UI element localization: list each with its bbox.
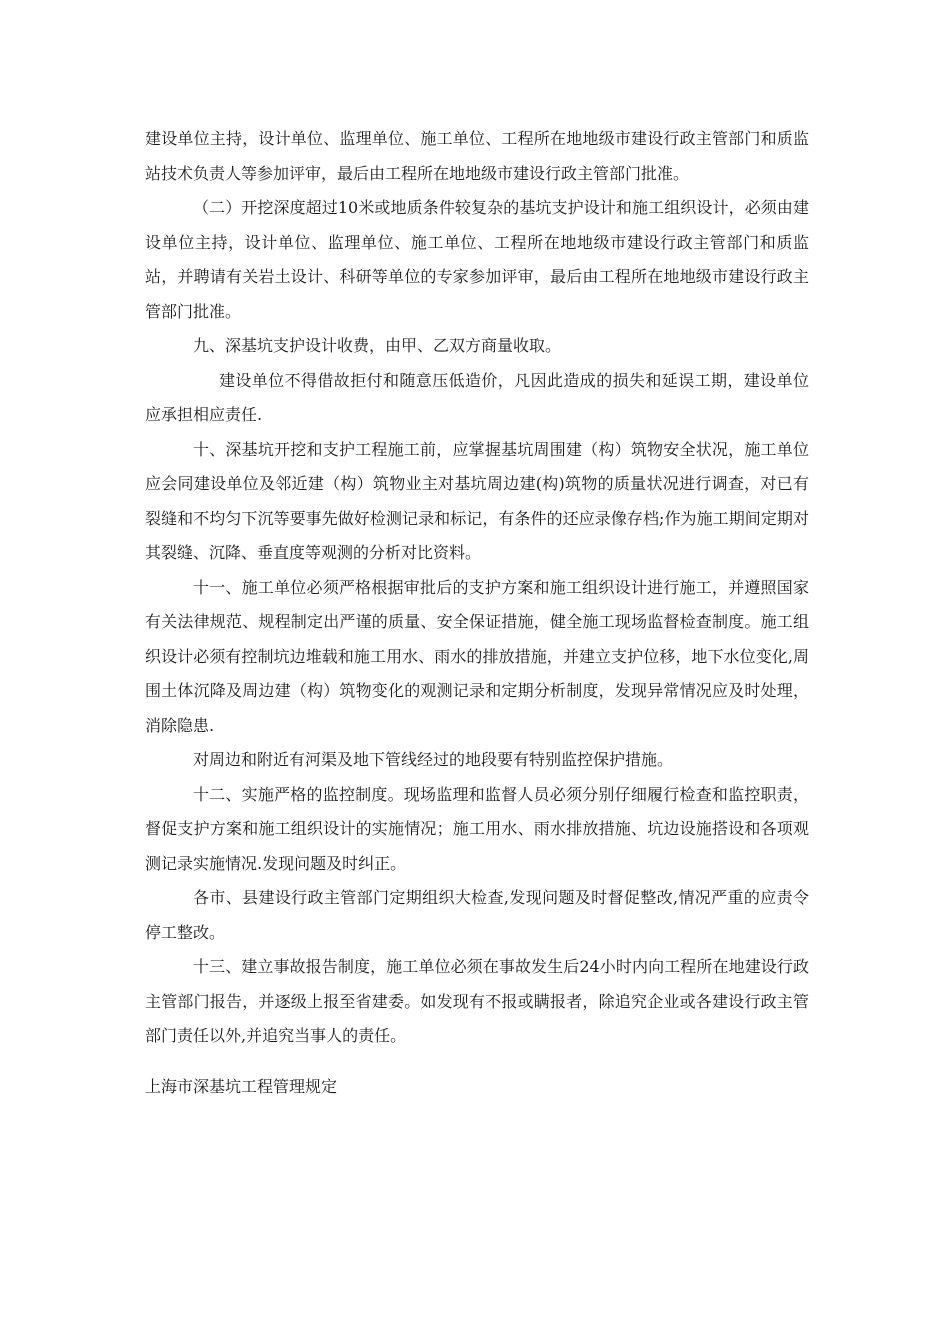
next-section-title: 上海市深基坑工程管理规定 [145, 1076, 338, 1096]
document-body [145, 122, 809, 1104]
paragraph-article-11: 十一、施工单位必须严格根据审批后的支护方案和施工组织设计进行施工，并遵照国家有关法律规范、规程制定出严谨的质量、安全保证措施，健全施工现场监督检查制度。施工组织设计必须有控制坑边堆载和施工用水、雨水的排放措施，并建立支护位移，地下水位变化,周围土体沉降及周边建（构）筑物变化的观测记录和定期分析制度，发现异常情况应及时处理，消除隐患. [145, 577, 809, 735]
paragraph-article-12-note: 各市、县建设行政主管部门定期组织大检查,发现问题及时督促整改,情况严重的应责令停工整改。 [145, 888, 809, 942]
paragraph-article-11-note: 对周边和附近有河渠及地下管线经过的地段要有特别监控保护措施。 [193, 750, 674, 769]
paragraph-continuation: 建设单位主持，设计单位、监理单位、施工单位、工程所在地地级市建设行政主管部门和质监站技术负责人等参加评审，最后由工程所在地地级市建设行政主管部门批准。 [145, 129, 809, 183]
paragraph-article-9-note: 建设单位不得借故拒付和随意压低造价，凡因此造成的损失和延误工期，建设单位应承担相应责任. [145, 370, 809, 424]
paragraph-article-13: 十三、建立事故报告制度，施工单位必须在事故发生后24小时内向工程所在地建设行政主管部门报告，并逐级上报至省建委。如发现有不报或瞒报者，除追究企业或各建设行政主管部门责任以外,并追究当事人的责任。 [145, 957, 809, 1045]
paragraph-item-2: （二）开挖深度超过10米或地质条件较复杂的基坑支护设计和施工组织设计，必须由建设单位主持，设计单位、监理单位、施工单位、工程所在地地级市建设行政主管部门和质监站，并聘请有关岩土设计、科研等单位的专家参加评审，最后由工程所在地地级市建设行政主管部门批准。 [145, 198, 809, 321]
paragraph-article-12: 十二、实施严格的监控制度。现场监理和监督人员必须分别仔细履行检查和监控职责，督促支护方案和施工组织设计的实施情况；施工用水、雨水排放措施、坑边设施搭设和各项观测记录实施情况.发现问题及时纠正。 [145, 784, 809, 873]
paragraph-article-9: 九、深基坑支护设计收费，由甲、乙双方商量收取。 [193, 336, 562, 355]
paragraph-article-10: 十、深基坑开挖和支护工程施工前，应掌握基坑周围建（构）筑物安全状况，施工单位应会同建设单位及邻近建（构）筑物业主对基坑周边建(构)筑物的质量状况进行调查，对已有裂缝和不均匀下沉等要事先做好检测记录和标记，有条件的还应录像存档;作为施工期间定期对其裂缝、沉降、垂直度等观测的分析对比资料。 [145, 439, 809, 562]
